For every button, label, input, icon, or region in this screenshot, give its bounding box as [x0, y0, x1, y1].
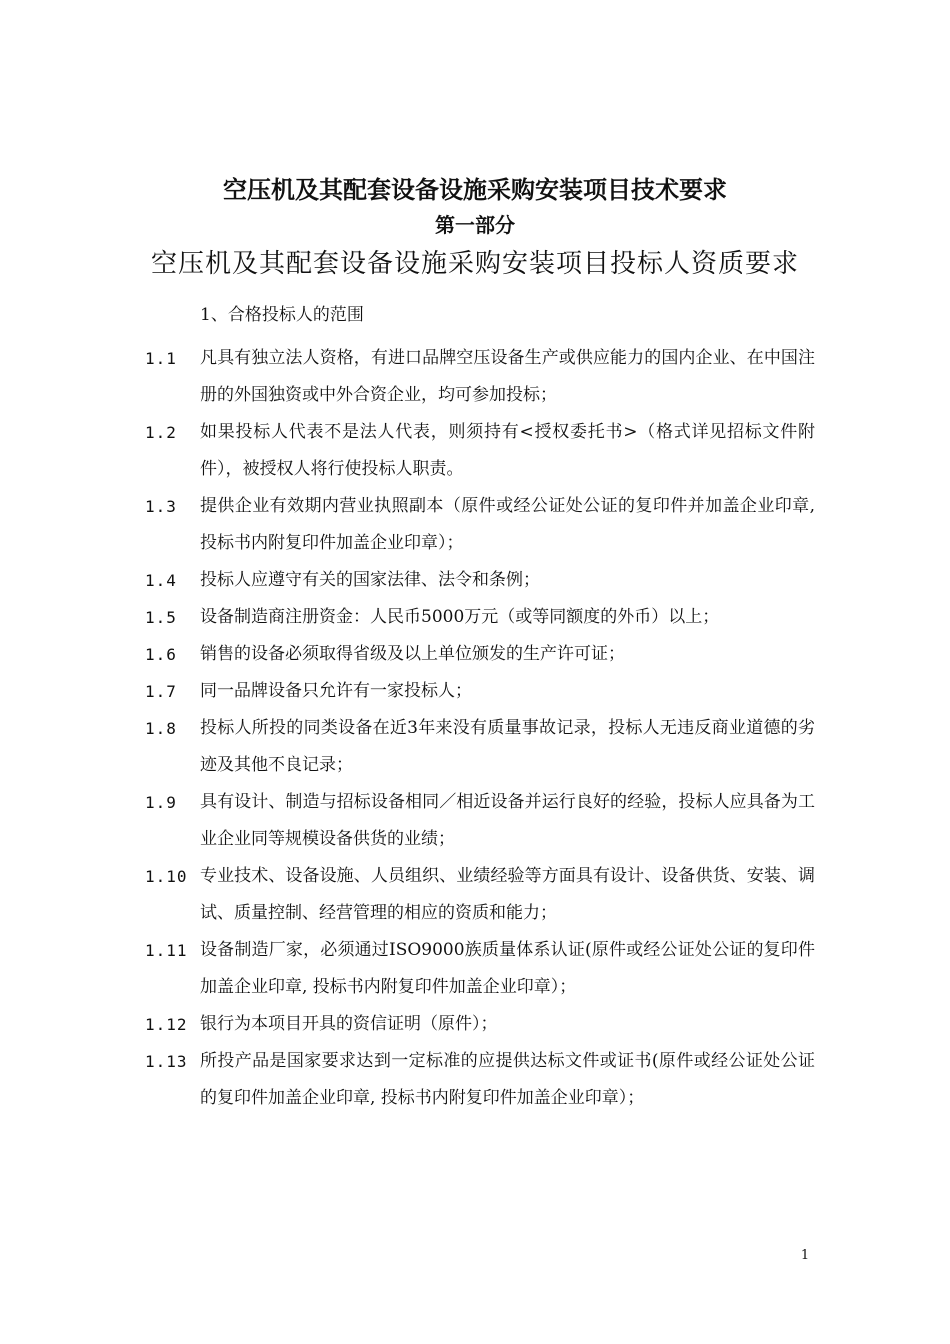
part-title: 第一部分	[435, 213, 515, 237]
item-number: 1.8	[145, 719, 177, 738]
item-text: 如果投标人代表不是法人代表，则须持有<授权委托书>（格式详见招标文件附件），被授权人将行使投标人职责。	[200, 422, 815, 479]
item-text: 设备制造厂家，必须通过ISO9000族质量体系认证(原件或经公证处公证的复印件加盖企业印章, 投标书内附复印件加盖企业印章）；	[200, 940, 815, 997]
item-text: 投标人应遵守有关的国家法律、法令和条例；	[200, 570, 540, 590]
list-item	[145, 932, 815, 1006]
list-item	[145, 1006, 815, 1043]
requirements-list	[145, 340, 815, 1117]
list-item	[145, 673, 815, 710]
section-subtitle: 空压机及其配套设备设施采购安装项目投标人资质要求	[150, 249, 799, 279]
list-item	[145, 599, 815, 636]
item-number: 1.10	[145, 867, 188, 886]
list-item	[145, 562, 815, 599]
item-number: 1.5	[145, 608, 177, 627]
item-number: 1.4	[145, 571, 177, 590]
item-number: 1.7	[145, 682, 177, 701]
list-item	[145, 636, 815, 673]
item-number: 1.3	[145, 497, 177, 516]
list-item	[145, 710, 815, 784]
list-item	[145, 414, 815, 488]
item-text: 具有设计、制造与招标设备相同／相近设备并运行良好的经验，投标人应具备为工业企业同等规模设备供货的业绩；	[200, 792, 815, 849]
list-item	[145, 1043, 815, 1117]
section-heading: 1、合格投标人的范围	[200, 305, 364, 325]
item-number: 1.12	[145, 1015, 188, 1034]
list-item	[145, 488, 815, 562]
item-text: 银行为本项目开具的资信证明（原件）；	[200, 1014, 498, 1034]
page-number: 1	[800, 1248, 810, 1263]
item-number: 1.6	[145, 645, 177, 664]
item-number: 1.2	[145, 423, 177, 442]
list-item	[145, 340, 815, 414]
item-text: 投标人所投的同类设备在近3年来没有质量事故记录，投标人无违反商业道德的劣迹及其他不良记录；	[200, 718, 815, 775]
item-number: 1.1	[145, 349, 177, 368]
list-item	[145, 858, 815, 932]
item-text: 设备制造商注册资金：人民币5000万元（或等同额度的外币）以上；	[200, 607, 720, 627]
item-text: 提供企业有效期内营业执照副本（原件或经公证处公证的复印件并加盖企业印章,投标书内附复印件加盖企业印章）；	[200, 496, 815, 553]
list-item	[145, 784, 815, 858]
document-title: 空压机及其配套设备设施采购安装项目技术要求	[223, 175, 727, 204]
item-text: 同一品牌设备只允许有一家投标人；	[200, 681, 472, 701]
item-number: 1.13	[145, 1052, 188, 1071]
item-number: 1.11	[145, 941, 188, 960]
item-number: 1.9	[145, 793, 177, 812]
item-text: 专业技术、设备设施、人员组织、业绩经验等方面具有设计、设备供货、安装、调试、质量控制、经营管理的相应的资质和能力；	[200, 866, 815, 923]
item-text: 所投产品是国家要求达到一定标准的应提供达标文件或证书(原件或经公证处公证的复印件加盖企业印章, 投标书内附复印件加盖企业印章）；	[200, 1051, 815, 1108]
item-text: 凡具有独立法人资格，有进口品牌空压设备生产或供应能力的国内企业、在中国注册的外国独资或中外合资企业，均可参加投标；	[200, 348, 815, 405]
item-text: 销售的设备必须取得省级及以上单位颁发的生产许可证；	[200, 644, 625, 664]
